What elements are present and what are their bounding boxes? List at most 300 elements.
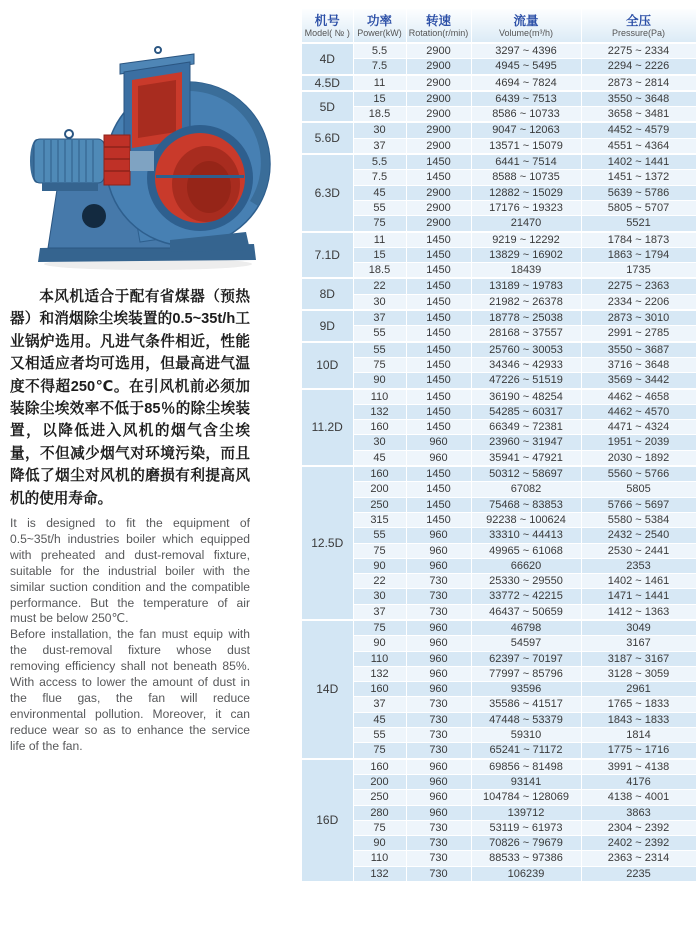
fan-shaft-bearing (130, 151, 154, 171)
table-row (302, 759, 696, 775)
pressure-cell: 1765 ~ 1833 (581, 697, 696, 712)
rotation-cell: 2900 (406, 200, 471, 215)
volume-cell: 13829 ~ 16902 (471, 247, 581, 262)
table-row (302, 154, 696, 170)
table-row (302, 278, 696, 294)
table-row (302, 682, 696, 697)
power-cell: 75 (353, 820, 406, 835)
power-cell: 30 (353, 589, 406, 604)
volume-cell: 4694 ~ 7824 (471, 75, 581, 91)
rotation-cell: 730 (406, 836, 471, 851)
header-volume (471, 9, 581, 43)
volume-cell: 18439 (471, 263, 581, 279)
volume-cell: 23960 ~ 31947 (471, 435, 581, 450)
table-row (302, 574, 696, 589)
table-row (302, 75, 696, 91)
power-cell: 200 (353, 774, 406, 789)
rotation-cell: 2900 (406, 216, 471, 232)
power-cell: 45 (353, 185, 406, 200)
power-cell: 250 (353, 790, 406, 805)
rotation-cell: 730 (406, 697, 471, 712)
power-cell: 75 (353, 620, 406, 636)
pressure-cell: 3049 (581, 620, 696, 636)
model-cell: 14D (302, 620, 353, 759)
pressure-cell: 5805 ~ 5707 (581, 200, 696, 215)
pressure-cell: 1863 ~ 1794 (581, 247, 696, 262)
power-cell: 75 (353, 357, 406, 372)
table-row (302, 342, 696, 358)
rotation-cell: 1450 (406, 482, 471, 497)
volume-cell: 28168 ~ 37557 (471, 326, 581, 342)
fan-inlet-cone (147, 125, 253, 231)
pressure-cell: 1843 ~ 1833 (581, 712, 696, 727)
volume-cell: 8586 ~ 10733 (471, 107, 581, 123)
volume-cell: 106239 (471, 866, 581, 882)
rotation-cell: 730 (406, 589, 471, 604)
pressure-cell: 1451 ~ 1372 (581, 170, 696, 185)
power-cell: 37 (353, 697, 406, 712)
header-volume-zh: 流量 (513, 13, 539, 28)
volume-cell: 9219 ~ 12292 (471, 232, 581, 248)
power-cell: 200 (353, 482, 406, 497)
power-cell: 90 (353, 558, 406, 573)
table-row (302, 170, 696, 185)
power-cell: 7.5 (353, 59, 406, 75)
header-model (302, 9, 353, 43)
pressure-cell: 5639 ~ 5786 (581, 185, 696, 200)
model-cell: 7.1D (302, 232, 353, 279)
volume-cell: 67082 (471, 482, 581, 497)
power-cell: 110 (353, 389, 406, 405)
volume-cell: 36190 ~ 48254 (471, 389, 581, 405)
rotation-cell: 960 (406, 651, 471, 666)
header-model-en: Model( № ) (304, 27, 350, 38)
power-cell: 132 (353, 866, 406, 882)
table-row (302, 247, 696, 262)
table-row (302, 589, 696, 604)
volume-cell: 21982 ~ 26378 (471, 294, 581, 310)
rotation-cell: 1450 (406, 466, 471, 482)
pressure-cell: 2275 ~ 2334 (581, 43, 696, 59)
volume-cell: 9047 ~ 12063 (471, 122, 581, 138)
power-cell: 18.5 (353, 107, 406, 123)
pressure-cell: 3550 ~ 3687 (581, 342, 696, 358)
centrifugal-fan-image (20, 28, 272, 280)
table-row (302, 389, 696, 405)
power-cell: 11 (353, 232, 406, 248)
table-row (302, 435, 696, 450)
volume-cell: 6441 ~ 7514 (471, 154, 581, 170)
model-cell: 5.6D (302, 122, 353, 154)
volume-cell: 93596 (471, 682, 581, 697)
volume-cell: 66349 ~ 72381 (471, 420, 581, 435)
pressure-cell: 1402 ~ 1441 (581, 154, 696, 170)
rotation-cell: 960 (406, 759, 471, 775)
volume-cell: 35941 ~ 47921 (471, 450, 581, 466)
table-row (302, 790, 696, 805)
rotation-cell: 730 (406, 712, 471, 727)
volume-cell: 65241 ~ 71172 (471, 743, 581, 759)
header-pressure-zh: 全压 (625, 13, 651, 28)
volume-cell: 70826 ~ 79679 (471, 836, 581, 851)
power-cell: 110 (353, 851, 406, 866)
power-cell: 7.5 (353, 170, 406, 185)
table-row (302, 604, 696, 620)
table-row (302, 866, 696, 882)
table-row (302, 728, 696, 743)
pressure-cell: 2294 ~ 2226 (581, 59, 696, 75)
table-row (302, 528, 696, 543)
rotation-cell: 960 (406, 450, 471, 466)
volume-cell: 66620 (471, 558, 581, 573)
table-row (302, 805, 696, 820)
english-paragraph-2: Before installation, the fan must equip with the dust-removal fixture whose dust removing efficiency shall not beneath 85%. With access to lower the amount of dust in the flue gas, the fan will reduce environmental pollution. Moreover, it can reduce wear so as to enhance the service life of the fan. (10, 627, 250, 753)
volume-cell: 12882 ~ 15029 (471, 185, 581, 200)
header-pressure (581, 9, 696, 43)
rotation-cell: 730 (406, 866, 471, 882)
pressure-cell: 2873 ~ 2814 (581, 75, 696, 91)
table-row (302, 450, 696, 466)
power-cell: 30 (353, 435, 406, 450)
rotation-cell: 960 (406, 805, 471, 820)
table-row (302, 232, 696, 248)
power-cell: 37 (353, 310, 406, 326)
pressure-cell: 3167 (581, 636, 696, 651)
table-row (302, 310, 696, 326)
table-row (302, 543, 696, 558)
pressure-cell: 4462 ~ 4570 (581, 404, 696, 419)
power-cell: 22 (353, 574, 406, 589)
fan-motor (30, 130, 104, 191)
header-volume-en: Volume(m³/h) (498, 27, 553, 38)
header-rotation-zh: 转速 (425, 13, 451, 28)
volume-cell: 47448 ~ 53379 (471, 712, 581, 727)
model-cell: 8D (302, 278, 353, 310)
pressure-cell: 4462 ~ 4658 (581, 389, 696, 405)
model-cell: 6.3D (302, 154, 353, 231)
table-row (302, 851, 696, 866)
rotation-cell: 960 (406, 620, 471, 636)
pressure-cell: 1814 (581, 728, 696, 743)
volume-cell: 25760 ~ 30053 (471, 342, 581, 358)
table-row (302, 712, 696, 727)
header-row (302, 9, 696, 43)
rotation-cell: 1450 (406, 497, 471, 512)
table-row (302, 697, 696, 712)
english-paragraph-1: It is designed to fit the equipment of 0.5~35t/h industries boiler which equipped with preheated and dust-removal fixture, suitable for the industrial boiler with the similar suction condition and the compatible performance. But the temperature of air must be below 250℃. (10, 516, 250, 626)
spec-table-wrap (302, 9, 696, 883)
power-cell: 90 (353, 836, 406, 851)
volume-cell: 46437 ~ 50659 (471, 604, 581, 620)
volume-cell: 13189 ~ 19783 (471, 278, 581, 294)
power-cell: 250 (353, 497, 406, 512)
chinese-description: 本风机适合于配有省煤器（预热器）和消烟除尘埃装置的0.5~35t/h工业锅炉选用。凡进气条件相近，性能又相适应者均可选用，但最高进气温度不得超250℃。在引风机前必须加装除尘埃效率不低于85％的除尘埃装置，以降低进入风机的烟气含尘埃量，不但减少烟气对环境污染，而且降低了烟尘对风机的磨损有利提高风机的使用寿命。 (10, 289, 250, 507)
rotation-cell: 730 (406, 604, 471, 620)
spec-table-head (302, 9, 696, 43)
table-row (302, 666, 696, 681)
rotation-cell: 1450 (406, 294, 471, 310)
pressure-cell: 2873 ~ 3010 (581, 310, 696, 326)
pressure-cell: 2275 ~ 2363 (581, 278, 696, 294)
power-cell: 90 (353, 373, 406, 389)
pressure-cell: 2235 (581, 866, 696, 882)
table-row (302, 558, 696, 573)
table-row (302, 373, 696, 389)
rotation-cell: 2900 (406, 91, 471, 107)
rotation-cell: 1450 (406, 420, 471, 435)
power-cell: 75 (353, 216, 406, 232)
model-cell: 5D (302, 91, 353, 123)
pressure-cell: 5521 (581, 216, 696, 232)
rotation-cell: 730 (406, 851, 471, 866)
rotation-cell: 730 (406, 743, 471, 759)
rotation-cell: 2900 (406, 43, 471, 59)
table-row (302, 138, 696, 154)
pressure-cell: 2402 ~ 2392 (581, 836, 696, 851)
table-row (302, 91, 696, 107)
table-row (302, 836, 696, 851)
rotation-cell: 1450 (406, 310, 471, 326)
table-row (302, 122, 696, 138)
pressure-cell: 2991 ~ 2785 (581, 326, 696, 342)
table-row (302, 185, 696, 200)
pressure-cell: 4176 (581, 774, 696, 789)
rotation-cell: 2900 (406, 75, 471, 91)
volume-cell: 13571 ~ 15079 (471, 138, 581, 154)
pressure-cell: 1471 ~ 1441 (581, 589, 696, 604)
rotation-cell: 1450 (406, 263, 471, 279)
table-row (302, 497, 696, 512)
power-cell: 160 (353, 466, 406, 482)
pressure-cell: 5766 ~ 5697 (581, 497, 696, 512)
table-row (302, 357, 696, 372)
power-cell: 55 (353, 528, 406, 543)
header-power (353, 9, 406, 43)
table-row (302, 263, 696, 279)
rotation-cell: 960 (406, 774, 471, 789)
power-cell: 22 (353, 278, 406, 294)
power-cell: 132 (353, 666, 406, 681)
rotation-cell: 960 (406, 528, 471, 543)
pressure-cell: 2030 ~ 1892 (581, 450, 696, 466)
table-row (302, 620, 696, 636)
power-cell: 15 (353, 247, 406, 262)
pressure-cell: 5580 ~ 5384 (581, 512, 696, 527)
power-cell: 30 (353, 122, 406, 138)
rotation-cell: 2900 (406, 185, 471, 200)
lifting-eye-icon (155, 47, 161, 53)
pressure-cell: 2432 ~ 2540 (581, 528, 696, 543)
power-cell: 75 (353, 743, 406, 759)
volume-cell: 53119 ~ 61973 (471, 820, 581, 835)
pressure-cell: 4551 ~ 4364 (581, 138, 696, 154)
rotation-cell: 1450 (406, 342, 471, 358)
power-cell: 315 (353, 512, 406, 527)
pressure-cell: 3550 ~ 3648 (581, 91, 696, 107)
model-cell: 10D (302, 342, 353, 389)
pressure-cell: 4138 ~ 4001 (581, 790, 696, 805)
motor-eyebolt-icon (65, 130, 73, 138)
table-row (302, 820, 696, 835)
model-cell: 16D (302, 759, 353, 882)
volume-cell: 47226 ~ 51519 (471, 373, 581, 389)
model-cell: 12.5D (302, 466, 353, 620)
rotation-cell: 730 (406, 728, 471, 743)
model-cell: 9D (302, 310, 353, 342)
power-cell: 5.5 (353, 154, 406, 170)
pressure-cell: 3187 ~ 3167 (581, 651, 696, 666)
rotation-cell: 730 (406, 574, 471, 589)
pressure-cell: 5560 ~ 5766 (581, 466, 696, 482)
rotation-cell: 1450 (406, 357, 471, 372)
table-row (302, 404, 696, 419)
power-cell: 55 (353, 326, 406, 342)
table-row (302, 743, 696, 759)
rotation-cell: 1450 (406, 154, 471, 170)
volume-cell: 50312 ~ 58697 (471, 466, 581, 482)
rotation-cell: 1450 (406, 404, 471, 419)
table-row (302, 43, 696, 59)
pressure-cell: 2304 ~ 2392 (581, 820, 696, 835)
pressure-cell: 2334 ~ 2206 (581, 294, 696, 310)
english-description (10, 516, 250, 755)
power-cell: 55 (353, 342, 406, 358)
table-row (302, 466, 696, 482)
volume-cell: 6439 ~ 7513 (471, 91, 581, 107)
header-rotation (406, 9, 471, 43)
power-cell: 11 (353, 75, 406, 91)
volume-cell: 4945 ~ 5495 (471, 59, 581, 75)
rotation-cell: 1450 (406, 512, 471, 527)
header-rotation-en: Rotation(r/min) (408, 27, 469, 38)
volume-cell: 77997 ~ 85796 (471, 666, 581, 681)
power-cell: 110 (353, 651, 406, 666)
volume-cell: 54285 ~ 60317 (471, 404, 581, 419)
power-cell: 30 (353, 294, 406, 310)
rotation-cell: 1450 (406, 373, 471, 389)
rotation-cell: 2900 (406, 59, 471, 75)
volume-cell: 35586 ~ 41517 (471, 697, 581, 712)
pressure-cell: 2961 (581, 682, 696, 697)
volume-cell: 33772 ~ 42215 (471, 589, 581, 604)
pressure-cell: 3658 ~ 3481 (581, 107, 696, 123)
rotation-cell: 960 (406, 558, 471, 573)
volume-cell: 92238 ~ 100624 (471, 512, 581, 527)
table-row (302, 420, 696, 435)
power-cell: 160 (353, 420, 406, 435)
pressure-cell: 1775 ~ 1716 (581, 743, 696, 759)
volume-cell: 139712 (471, 805, 581, 820)
pressure-cell: 1784 ~ 1873 (581, 232, 696, 248)
rotation-cell: 960 (406, 790, 471, 805)
rotation-cell: 960 (406, 636, 471, 651)
power-cell: 55 (353, 728, 406, 743)
table-row (302, 59, 696, 75)
table-row (302, 326, 696, 342)
model-cell: 4.5D (302, 75, 353, 91)
volume-cell: 75468 ~ 83853 (471, 497, 581, 512)
volume-cell: 33310 ~ 44413 (471, 528, 581, 543)
table-row (302, 107, 696, 123)
power-cell: 160 (353, 759, 406, 775)
volume-cell: 25330 ~ 29550 (471, 574, 581, 589)
pressure-cell: 3863 (581, 805, 696, 820)
rotation-cell: 1450 (406, 278, 471, 294)
pressure-cell: 1951 ~ 2039 (581, 435, 696, 450)
pressure-cell: 1402 ~ 1461 (581, 574, 696, 589)
model-cell: 4D (302, 43, 353, 75)
power-cell: 90 (353, 636, 406, 651)
model-cell: 11.2D (302, 389, 353, 466)
table-row (302, 294, 696, 310)
power-cell: 280 (353, 805, 406, 820)
power-cell: 45 (353, 712, 406, 727)
rotation-cell: 960 (406, 543, 471, 558)
table-row (302, 482, 696, 497)
spec-table-body (302, 43, 696, 882)
rotation-cell: 960 (406, 435, 471, 450)
pressure-cell: 4471 ~ 4324 (581, 420, 696, 435)
volume-cell: 104784 ~ 128069 (471, 790, 581, 805)
header-power-en: Power(kW) (357, 27, 402, 38)
volume-cell: 54597 (471, 636, 581, 651)
volume-cell: 62397 ~ 70197 (471, 651, 581, 666)
volume-cell: 49965 ~ 61068 (471, 543, 581, 558)
rotation-cell: 1450 (406, 326, 471, 342)
volume-cell: 88533 ~ 97386 (471, 851, 581, 866)
volume-cell: 21470 (471, 216, 581, 232)
rotation-cell: 730 (406, 820, 471, 835)
power-cell: 160 (353, 682, 406, 697)
rotation-cell: 960 (406, 682, 471, 697)
header-pressure-en: Pressure(Pa) (611, 27, 665, 38)
pressure-cell: 2353 (581, 558, 696, 573)
fan-coupling (104, 135, 130, 185)
pressure-cell: 3716 ~ 3648 (581, 357, 696, 372)
header-power-zh: 功率 (366, 13, 392, 28)
pressure-cell: 3991 ~ 4138 (581, 759, 696, 775)
power-cell: 37 (353, 604, 406, 620)
volume-cell: 17176 ~ 19323 (471, 200, 581, 215)
power-cell: 55 (353, 200, 406, 215)
pressure-cell: 1412 ~ 1363 (581, 604, 696, 620)
volume-cell: 18778 ~ 25038 (471, 310, 581, 326)
power-cell: 45 (353, 450, 406, 466)
table-row (302, 651, 696, 666)
power-cell: 5.5 (353, 43, 406, 59)
volume-cell: 3297 ~ 4396 (471, 43, 581, 59)
volume-cell: 46798 (471, 620, 581, 636)
header-model-zh: 机号 (314, 13, 340, 28)
table-row (302, 512, 696, 527)
pressure-cell: 3128 ~ 3059 (581, 666, 696, 681)
pressure-cell: 5805 (581, 482, 696, 497)
rotation-cell: 1450 (406, 389, 471, 405)
spec-table (302, 9, 697, 883)
power-cell: 75 (353, 543, 406, 558)
rotation-cell: 1450 (406, 247, 471, 262)
pressure-cell: 4452 ~ 4579 (581, 122, 696, 138)
power-cell: 37 (353, 138, 406, 154)
volume-cell: 8588 ~ 10735 (471, 170, 581, 185)
rotation-cell: 2900 (406, 122, 471, 138)
table-row (302, 636, 696, 651)
pressure-cell: 2530 ~ 2441 (581, 543, 696, 558)
rotation-cell: 1450 (406, 170, 471, 185)
table-row (302, 200, 696, 215)
volume-cell: 69856 ~ 81498 (471, 759, 581, 775)
volume-cell: 34346 ~ 42933 (471, 357, 581, 372)
